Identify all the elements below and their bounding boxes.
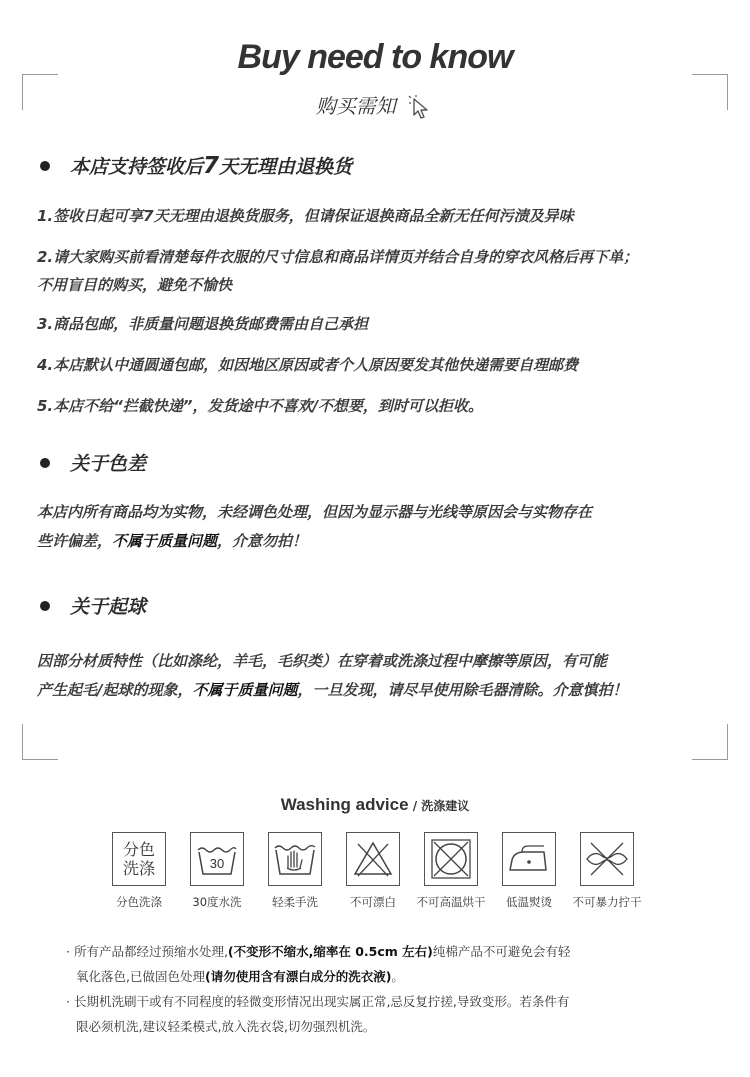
wash-30-icon	[190, 832, 244, 886]
heading-returns-number: 7	[203, 153, 220, 179]
return-policy-line-4: 4.本店默认中通圆通包邮，如因地区原因或者个人原因要发其他快递需要自理邮费	[37, 356, 579, 374]
care-item-no-bleach	[333, 832, 413, 910]
color-diff-line-1: 本店内所有商品均为实物，未经调色处理，但因为显示器与光线等原因会与实物存在	[37, 503, 593, 521]
separate-wash-icon-text-2: 洗涤	[122, 859, 155, 878]
section-heading-pilling	[40, 592, 146, 619]
care-item-separate-wash	[99, 832, 179, 910]
care-label: 不可漂白	[350, 895, 396, 909]
note-2-emphasis: (请勿使用含有漂白成分的洗衣液)	[204, 969, 392, 984]
care-label: 低温熨烫	[506, 895, 552, 909]
note-1-pre: · 所有产品都经过预缩水处理,	[66, 944, 228, 959]
note-1-emphasis: (不变形不缩水,缩率在 0.5cm 左右)	[227, 944, 433, 959]
no-bleach-icon	[346, 832, 400, 886]
section-heading-color-diff	[40, 449, 146, 476]
color-diff-line-2	[37, 530, 307, 551]
low-iron-icon	[502, 832, 556, 886]
separate-wash-icon	[112, 832, 166, 886]
return-policy-line-3: 3.商品包邮，非质量问题退换货邮费需由自己承担	[37, 315, 369, 333]
separate-wash-icon-text-1: 分色	[122, 840, 155, 859]
pilling-line-2-pre: 产生起毛/起球的现象，	[37, 681, 193, 699]
pilling-emphasis: 不属于质量问题	[192, 681, 298, 699]
color-diff-line-2-pre: 些许偏差，	[37, 532, 113, 550]
care-label: 不可暴力拧干	[572, 895, 642, 909]
hand-wash-icon	[268, 832, 322, 886]
no-tumble-dry-icon	[424, 832, 478, 886]
care-label: 轻柔手洗	[272, 895, 318, 909]
care-label: 30度水洗	[192, 895, 242, 909]
pilling-line-2	[37, 679, 628, 700]
care-item-wash-30	[177, 832, 257, 910]
care-item-low-iron	[489, 832, 569, 910]
no-wring-icon	[580, 832, 634, 886]
washing-advice-title	[0, 795, 750, 815]
pilling-line-1: 因部分材质特性（比如涤纶，羊毛，毛织类）在穿着或洗涤过程中摩擦等原因，有可能	[37, 652, 608, 670]
bullet-dot	[40, 601, 50, 611]
heading-pilling-text: 关于起球	[70, 596, 147, 618]
care-item-no-tumble-dry	[411, 832, 491, 910]
heading-returns-pre: 本店支持签收后	[70, 156, 204, 178]
care-label: 不可高温烘干	[416, 895, 486, 909]
cursor-click-icon	[408, 95, 434, 121]
note-2-post: 。	[391, 969, 404, 984]
care-item-no-wring	[567, 832, 647, 910]
washing-note-3: · 长期机洗刷干或有不同程度的轻微变形情况出现实属正常,忌反复拧搓,导致变形。若条件有	[66, 994, 570, 1009]
care-item-hand-wash	[255, 832, 335, 910]
bullet-dot	[40, 458, 50, 468]
frame-corner-bottom-left	[22, 724, 58, 760]
washing-title-en: Washing advice	[280, 795, 409, 814]
return-policy-line-2b: 不用盲目的购买，避免不愉快	[37, 276, 233, 294]
wash-30-icon-text: 30	[209, 856, 225, 871]
heading-returns-post: 天无理由退换货	[219, 156, 353, 178]
page-title-cn	[0, 90, 750, 121]
return-policy-line-1: 1.签收日起可享7天无理由退换货服务，但请保证退换商品全新无任何污渍及异味	[37, 207, 574, 225]
washing-title-cn: / 洗涤建议	[408, 799, 470, 813]
page-title-cn-text: 购买需知	[315, 94, 396, 118]
frame-corner-bottom-right	[692, 724, 728, 760]
return-policy-line-5: 5.本店不给“拦截快递”，发货途中不喜欢/不想要，到时可以拒收。	[37, 397, 483, 415]
heading-color-diff-text: 关于色差	[70, 453, 147, 475]
washing-note-2	[76, 967, 404, 985]
washing-note-4: 限必须机洗,建议轻柔模式,放入洗衣袋,切勿强烈机洗。	[76, 1019, 376, 1034]
pilling-line-2-post: ，一旦发现，请尽早使用除毛器清除。介意慎拍！	[297, 681, 628, 699]
return-policy-line-2: 2.请大家购买前看清楚每件衣服的尺寸信息和商品详情页并结合自身的穿衣风格后再下单；	[37, 248, 639, 266]
color-diff-emphasis: 不属于质量问题	[112, 532, 218, 550]
color-diff-line-2-post: ，介意勿拍！	[217, 532, 308, 550]
note-2-pre: 氧化落色,已做固色处理	[76, 969, 205, 984]
section-heading-returns	[40, 152, 352, 179]
care-label: 分色洗涤	[116, 895, 162, 909]
note-1-post: 纯棉产品不可避免会有轻	[432, 944, 571, 959]
page-title-en: Buy need to know	[237, 38, 513, 76]
bullet-dot	[40, 161, 50, 171]
washing-note-1	[66, 942, 570, 960]
